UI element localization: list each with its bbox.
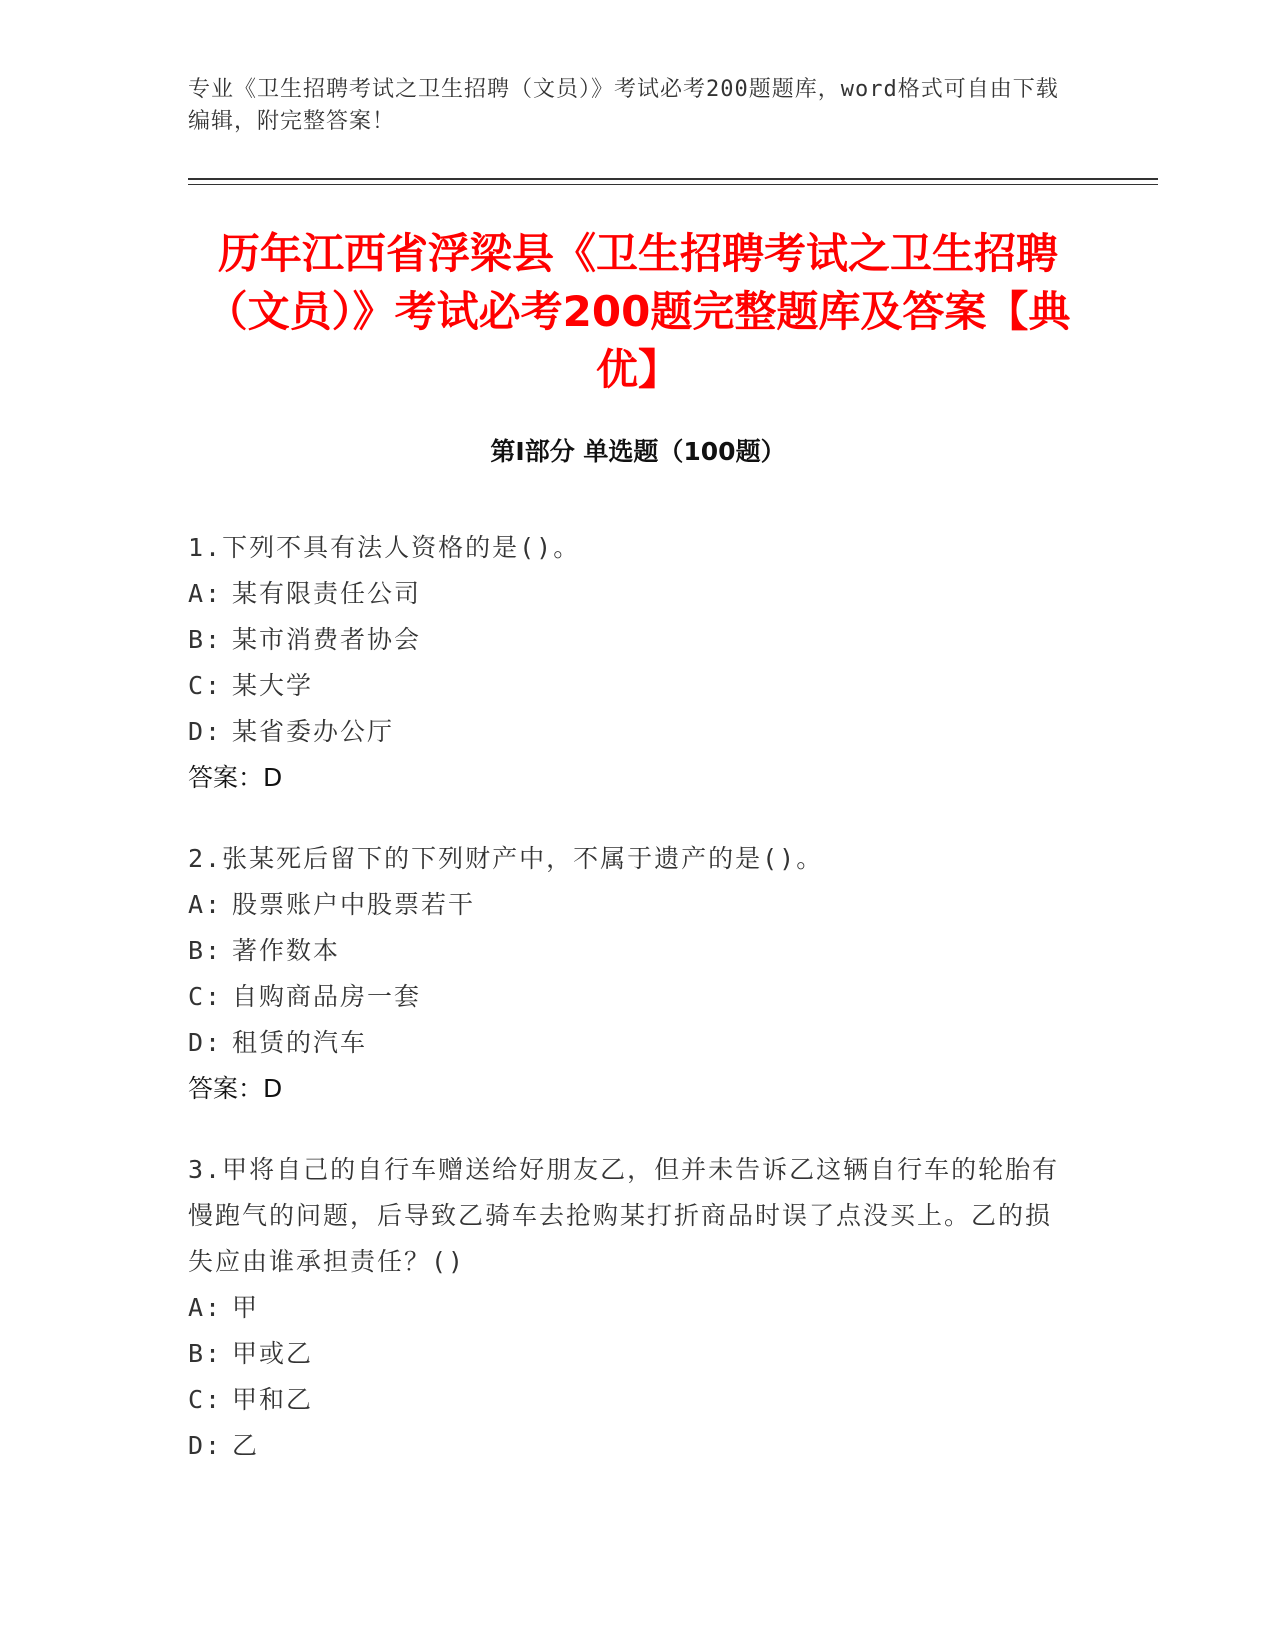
- option-text: 某省委办公厅: [232, 717, 395, 746]
- option-c: [188, 974, 1068, 1020]
- question-stem: 1.下列不具有法人资格的是()。: [188, 533, 581, 562]
- option-text: 著作数本: [232, 936, 341, 965]
- option-text: 某大学: [232, 671, 314, 700]
- option-b: [188, 1331, 1068, 1377]
- option-letter: C:: [188, 671, 223, 700]
- option-letter: D:: [188, 1028, 223, 1057]
- question-2: [188, 836, 1068, 1112]
- header-note: 专业《卫生招聘考试之卫生招聘（文员）》考试必考200题题库，word格式可自由下载编辑，附完整答案！: [188, 77, 1059, 134]
- option-letter: C:: [188, 1385, 223, 1414]
- option-letter: D:: [188, 717, 223, 746]
- option-text: 某市消费者协会: [232, 625, 422, 654]
- option-text: 甲: [232, 1293, 260, 1322]
- option-letter: B:: [188, 936, 223, 965]
- question-1: [188, 525, 1068, 801]
- section-heading: 第Ⅰ部分 单选题（100题）: [490, 437, 786, 466]
- option-b: [188, 928, 1068, 974]
- question-3: [188, 1147, 1068, 1469]
- document-title: 历年江西省浮梁县《卫生招聘考试之卫生招聘（文员）》考试必考200题完整题库及答案【典优】: [205, 229, 1071, 394]
- option-a: [188, 882, 1068, 928]
- option-letter: D:: [188, 1431, 223, 1460]
- option-text: 股票账户中股票若干: [232, 890, 476, 919]
- option-d: [188, 1020, 1068, 1066]
- header-divider-thick: [188, 178, 1158, 180]
- answer-line: 答案：D: [188, 763, 283, 792]
- option-a: [188, 1285, 1068, 1331]
- header-divider-thin: [188, 184, 1158, 185]
- option-text: 某有限责任公司: [232, 579, 422, 608]
- option-letter: B:: [188, 625, 223, 654]
- option-c: [188, 663, 1068, 709]
- option-text: 乙: [232, 1431, 260, 1460]
- question-stem: 3.甲将自己的自行车赠送给好朋友乙，但并未告诉乙这辆自行车的轮胎有慢跑气的问题，后导致乙骑车去抢购某打折商品时误了点没买上。乙的损失应由谁承担责任？(): [188, 1155, 1060, 1276]
- option-c: [188, 1377, 1068, 1423]
- question-stem: 2.张某死后留下的下列财产中，不属于遗产的是()。: [188, 844, 824, 873]
- option-letter: C:: [188, 982, 223, 1011]
- option-text: 甲和乙: [232, 1385, 314, 1414]
- option-d: [188, 709, 1068, 755]
- answer-line: 答案：D: [188, 1074, 283, 1103]
- option-text: 自购商品房一套: [232, 982, 422, 1011]
- option-letter: B:: [188, 1339, 223, 1368]
- option-letter: A:: [188, 1293, 223, 1322]
- option-d: [188, 1423, 1068, 1469]
- option-text: 租赁的汽车: [232, 1028, 368, 1057]
- option-text: 甲或乙: [232, 1339, 314, 1368]
- option-letter: A:: [188, 890, 223, 919]
- question-list: [188, 525, 1068, 1504]
- option-letter: A:: [188, 579, 223, 608]
- option-a: [188, 571, 1068, 617]
- option-b: [188, 617, 1068, 663]
